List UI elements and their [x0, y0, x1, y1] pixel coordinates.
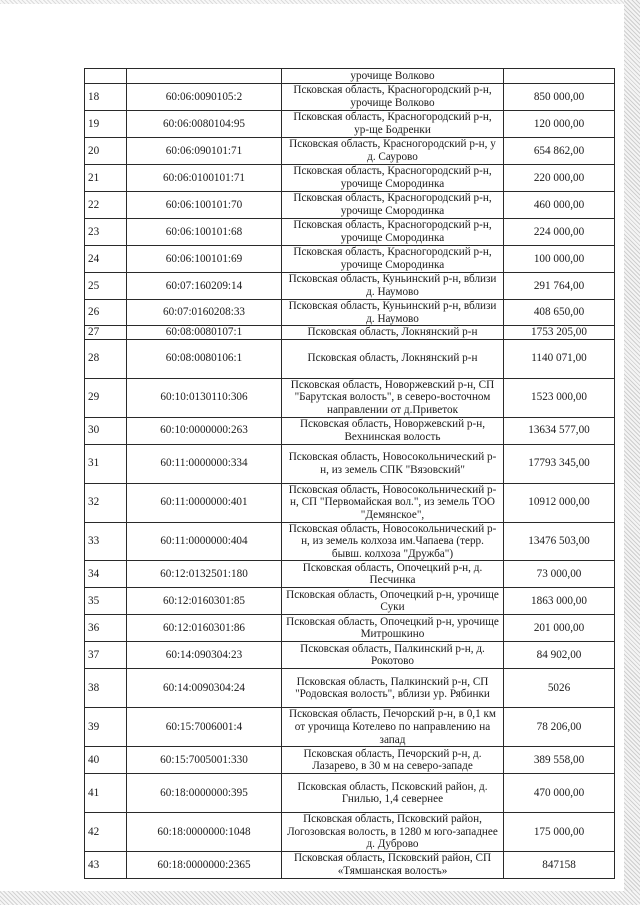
scan-edge-bottom	[0, 891, 640, 905]
cadastral-number: 60:18:0000000:2365	[127, 851, 282, 878]
location: Псковская область, Псковский район, д. Гнилью, 1,4 севернее	[282, 774, 504, 813]
table-row	[85, 561, 615, 588]
table-row	[85, 246, 615, 273]
cadastral-number: 60:06:0100101:71	[127, 165, 282, 192]
cadastral-number: 60:06:100101:70	[127, 192, 282, 219]
table-row	[85, 417, 615, 444]
table-row	[85, 378, 615, 417]
value: 17793 345,00	[504, 444, 615, 483]
value: 291 764,00	[504, 273, 615, 300]
value: 201 000,00	[504, 615, 615, 642]
row-number: 37	[85, 642, 127, 669]
table-row	[85, 273, 615, 300]
cadastral-number: 60:18:0000000:1048	[127, 813, 282, 852]
location: Псковская область, Новосокольнический р-н, СП "Первомайская вол.", из земель ТОО "Демянское",	[282, 483, 504, 522]
location: Псковская область, Палкинский р-н, СП "Родовская волость", вблизи ур. Рябинки	[282, 669, 504, 708]
row-number: 41	[85, 774, 127, 813]
location: Псковская область, Опочецкий р-н, урочище Суки	[282, 588, 504, 615]
row-number: 40	[85, 747, 127, 774]
row-number: 20	[85, 138, 127, 165]
table-row	[85, 111, 615, 138]
row-number: 33	[85, 522, 127, 561]
cadastral-number: 60:08:0080107:1	[127, 326, 282, 340]
value: 1140 071,00	[504, 339, 615, 378]
row-number: 34	[85, 561, 127, 588]
row-number: 43	[85, 851, 127, 878]
table-row	[85, 851, 615, 878]
scan-edge-right	[624, 0, 640, 905]
table-row	[85, 339, 615, 378]
cadastral-number: 60:07:160209:14	[127, 273, 282, 300]
value	[504, 69, 615, 84]
value: 78 206,00	[504, 708, 615, 747]
table-row	[85, 642, 615, 669]
cadastral-number: 60:11:0000000:334	[127, 444, 282, 483]
location: Псковская область, Опочецкий р-н, урочище Митрошкино	[282, 615, 504, 642]
table-row	[85, 300, 615, 326]
row-number: 21	[85, 165, 127, 192]
value: 84 902,00	[504, 642, 615, 669]
location: Псковская область, Новосокольнический р-н, из земель колхоза им.Чапаева (терр. бывш. колхоза "Дружба")	[282, 522, 504, 561]
cadastral-number: 60:10:0000000:263	[127, 417, 282, 444]
location: Псковская область, Красногородский р-н, урочище Смородинка	[282, 192, 504, 219]
location: Псковская область, Красногородский р-н, у д. Саурово	[282, 138, 504, 165]
table-row-continuation	[85, 69, 615, 84]
location: Псковская область, Палкинский р-н, д. Рокотово	[282, 642, 504, 669]
row-number: 42	[85, 813, 127, 852]
location: Псковская область, Красногородский р-н, урочище Смородинка	[282, 219, 504, 246]
row-number: 18	[85, 84, 127, 111]
location: Псковская область, Красногородский р-н, ур-ще Бодренки	[282, 111, 504, 138]
value: 1863 000,00	[504, 588, 615, 615]
value: 654 862,00	[504, 138, 615, 165]
location: Псковская область, Куньинский р-н, вблизи д. Наумово	[282, 300, 504, 326]
value: 13634 577,00	[504, 417, 615, 444]
row-number: 31	[85, 444, 127, 483]
cadastral-number: 60:08:0080106:1	[127, 339, 282, 378]
value: 220 000,00	[504, 165, 615, 192]
location: Псковская область, Опочецкий р-н, д. Песчинка	[282, 561, 504, 588]
cadastral-number: 60:10:0130110:306	[127, 378, 282, 417]
row-number: 27	[85, 326, 127, 340]
location: Псковская область, Красногородский р-н, урочище Волково	[282, 84, 504, 111]
cadastral-number: 60:15:7005001:330	[127, 747, 282, 774]
cadastral-number: 60:06:100101:68	[127, 219, 282, 246]
table-row	[85, 483, 615, 522]
row-number: 19	[85, 111, 127, 138]
row-number: 39	[85, 708, 127, 747]
value: 5026	[504, 669, 615, 708]
value: 389 558,00	[504, 747, 615, 774]
location: Псковская область, Печорский р-н, д. Лазарево, в 30 м на северо-западе	[282, 747, 504, 774]
cadastral-number: 60:06:0080104:95	[127, 111, 282, 138]
cadastral-number: 60:14:0090304:24	[127, 669, 282, 708]
location: Псковская область, Локнянский р-н	[282, 326, 504, 340]
cadastral-number: 60:06:090101:71	[127, 138, 282, 165]
row-number: 26	[85, 300, 127, 326]
value: 175 000,00	[504, 813, 615, 852]
value: 73 000,00	[504, 561, 615, 588]
value: 408 650,00	[504, 300, 615, 326]
scan-edge-top	[0, 0, 640, 4]
location: Псковская область, Псковский район, Логозовская волость, в 1280 м юго-западнее д. Дуброво	[282, 813, 504, 852]
land-plots-table	[84, 68, 615, 879]
value: 847158	[504, 851, 615, 878]
row-number: 25	[85, 273, 127, 300]
table-row	[85, 192, 615, 219]
table-row	[85, 708, 615, 747]
row-number: 38	[85, 669, 127, 708]
value: 1523 000,00	[504, 378, 615, 417]
table-row	[85, 138, 615, 165]
table-body	[85, 69, 615, 879]
value: 100 000,00	[504, 246, 615, 273]
value: 120 000,00	[504, 111, 615, 138]
table-row	[85, 219, 615, 246]
cadastral-number: 60:18:0000000:395	[127, 774, 282, 813]
value: 850 000,00	[504, 84, 615, 111]
row-number	[85, 69, 127, 84]
location: Псковская область, Красногородский р-н, урочище Смородинка	[282, 165, 504, 192]
table-row	[85, 747, 615, 774]
cadastral-number: 60:06:100101:69	[127, 246, 282, 273]
value: 13476 503,00	[504, 522, 615, 561]
location: Псковская область, Новосокольнический р-н, из земель СПК "Вязовский"	[282, 444, 504, 483]
row-number: 32	[85, 483, 127, 522]
cadastral-number: 60:11:0000000:401	[127, 483, 282, 522]
value: 10912 000,00	[504, 483, 615, 522]
cadastral-number: 60:07:0160208:33	[127, 300, 282, 326]
value: 1753 205,00	[504, 326, 615, 340]
row-number: 28	[85, 339, 127, 378]
value: 224 000,00	[504, 219, 615, 246]
row-number: 24	[85, 246, 127, 273]
table-row	[85, 615, 615, 642]
value: 460 000,00	[504, 192, 615, 219]
table-row	[85, 774, 615, 813]
table-row	[85, 444, 615, 483]
cadastral-number: 60:14:090304:23	[127, 642, 282, 669]
cadastral-number: 60:12:0132501:180	[127, 561, 282, 588]
table-row	[85, 588, 615, 615]
location: урочище Волково	[282, 69, 504, 84]
table-row	[85, 522, 615, 561]
row-number: 35	[85, 588, 127, 615]
row-number: 23	[85, 219, 127, 246]
cadastral-number: 60:12:0160301:85	[127, 588, 282, 615]
location: Псковская область, Псковский район, СП «Тямшанская волость»	[282, 851, 504, 878]
row-number: 36	[85, 615, 127, 642]
location: Псковская область, Новоржевский р-н, СП "Барутская волость", в северо-восточном направлении от д.Приветок	[282, 378, 504, 417]
table-row	[85, 813, 615, 852]
row-number: 29	[85, 378, 127, 417]
table-row	[85, 326, 615, 340]
value: 470 000,00	[504, 774, 615, 813]
location: Псковская область, Куньинский р-н, вблизи д. Наумово	[282, 273, 504, 300]
row-number: 30	[85, 417, 127, 444]
cadastral-number: 60:06:0090105:2	[127, 84, 282, 111]
cadastral-number: 60:15:7006001:4	[127, 708, 282, 747]
cadastral-number	[127, 69, 282, 84]
table-row	[85, 84, 615, 111]
location: Псковская область, Печорский р-н, в 0,1 км от урочища Котелево по направлению на запад	[282, 708, 504, 747]
table-row	[85, 165, 615, 192]
cadastral-number: 60:12:0160301:86	[127, 615, 282, 642]
table-row	[85, 669, 615, 708]
cadastral-number: 60:11:0000000:404	[127, 522, 282, 561]
location: Псковская область, Новоржевский р-н, Вехнинская волость	[282, 417, 504, 444]
row-number: 22	[85, 192, 127, 219]
location: Псковская область, Красногородский р-н, урочище Смородинка	[282, 246, 504, 273]
location: Псковская область, Локнянский р-н	[282, 339, 504, 378]
